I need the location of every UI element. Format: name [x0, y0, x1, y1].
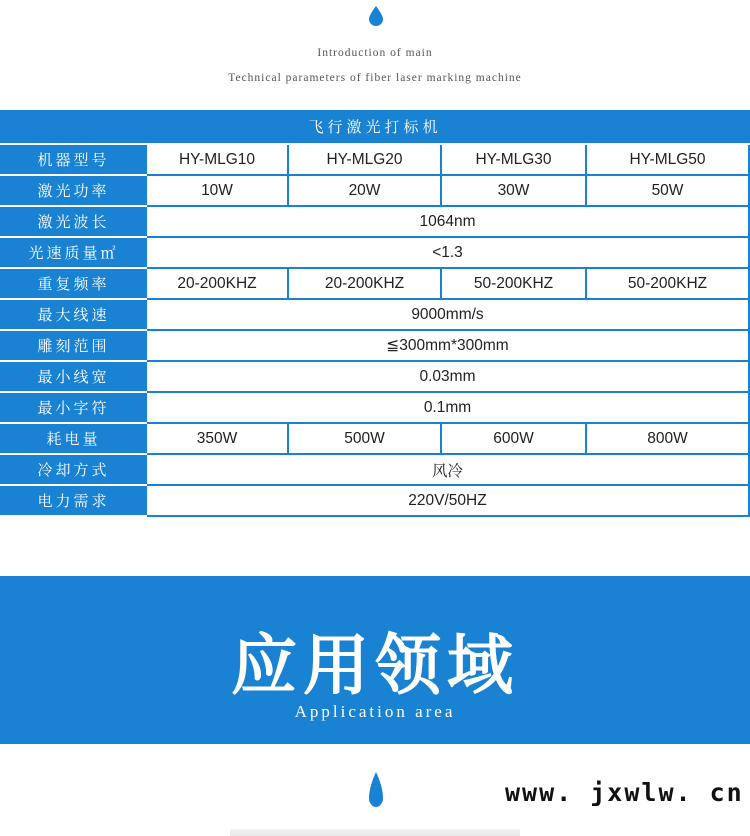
- row-label: 机器型号: [0, 145, 147, 176]
- table-row: [0, 331, 750, 362]
- row-values: [147, 207, 750, 238]
- row-label: 最大线速: [0, 300, 147, 331]
- table-cell: 50-200KHZ: [587, 269, 750, 298]
- table-cell: 0.1mm: [147, 393, 750, 422]
- row-label: 激光功率: [0, 176, 147, 207]
- bottom-divider: [230, 829, 520, 836]
- table-cell: 50W: [587, 176, 750, 205]
- table-cell: 220V/50HZ: [147, 486, 750, 515]
- row-values: [147, 238, 750, 269]
- intro-subheading: Technical parameters of fiber laser marking machine: [228, 72, 522, 84]
- table-row: [0, 269, 750, 300]
- table-cell: ≦300mm*300mm: [147, 331, 750, 360]
- table-cell: 20-200KHZ: [289, 269, 442, 298]
- row-values: [147, 455, 750, 486]
- table-cell: HY-MLG10: [147, 145, 289, 174]
- table-row: [0, 455, 750, 486]
- table-cell: 1064nm: [147, 207, 750, 236]
- row-values: [147, 145, 750, 176]
- table-cell: 350W: [147, 424, 289, 453]
- row-label: 最小线宽: [0, 362, 147, 393]
- row-label: 最小字符: [0, 393, 147, 424]
- table-row: [0, 145, 750, 176]
- intro-heading: Introduction of main: [317, 47, 433, 59]
- table-cell: 20W: [289, 176, 442, 205]
- table-cell: 30W: [442, 176, 587, 205]
- table-row: [0, 207, 750, 238]
- banner-title: 应用领域: [231, 627, 519, 704]
- row-values: [147, 331, 750, 362]
- site-watermark: www. jxwlw. cn: [505, 778, 744, 807]
- row-values: [147, 362, 750, 393]
- table-cell: HY-MLG50: [587, 145, 750, 174]
- table-cell: 800W: [587, 424, 750, 453]
- table-row: [0, 486, 750, 517]
- table-row: [0, 362, 750, 393]
- row-values: [147, 424, 750, 455]
- table-row: [0, 238, 750, 269]
- table-cell: HY-MLG30: [442, 145, 587, 174]
- table-row: [0, 424, 750, 455]
- row-values: [147, 393, 750, 424]
- table-title: 飞行激光打标机: [0, 110, 750, 145]
- row-label: 电力需求: [0, 486, 147, 517]
- table-cell: 9000mm/s: [147, 300, 750, 329]
- row-label: 重复频率: [0, 269, 147, 300]
- row-values: [147, 300, 750, 331]
- table-cell: 20-200KHZ: [147, 269, 289, 298]
- row-values: [147, 176, 750, 207]
- row-label: 光速质量㎡: [0, 238, 147, 269]
- row-values: [147, 269, 750, 300]
- table-cell: <1.3: [147, 238, 750, 267]
- water-drop-icon: [369, 6, 383, 26]
- table-cell: 风冷: [147, 455, 750, 484]
- table-cell: 10W: [147, 176, 289, 205]
- table-cell: 50-200KHZ: [442, 269, 587, 298]
- banner-subtitle: Application area: [294, 702, 456, 721]
- table-cell: 0.03mm: [147, 362, 750, 391]
- table-cell: HY-MLG20: [289, 145, 442, 174]
- row-label: 激光波长: [0, 207, 147, 238]
- row-label: 雕刻范围: [0, 331, 147, 362]
- table-row: [0, 393, 750, 424]
- water-drop-icon: [369, 772, 383, 812]
- row-label: 耗电量: [0, 424, 147, 455]
- spec-table: [0, 110, 750, 517]
- row-label: 冷却方式: [0, 455, 147, 486]
- table-cell: 600W: [442, 424, 587, 453]
- row-values: [147, 486, 750, 517]
- table-row: [0, 300, 750, 331]
- table-cell: 500W: [289, 424, 442, 453]
- table-row: [0, 176, 750, 207]
